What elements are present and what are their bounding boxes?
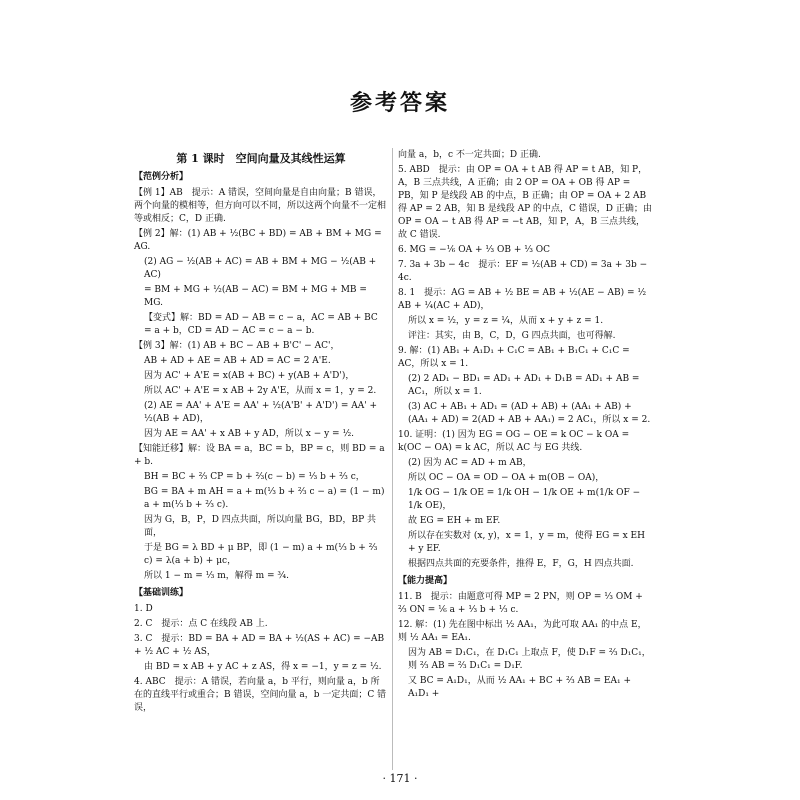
answer-line: (2) 2 AD₁ − BD₁ = AD₁ + AD₁ + D₁B = AD₁ + AB = AC₁，所以 x = 1. <box>408 374 640 397</box>
answer-line: AB + AD + AE = AB + AD = AC = 2 A'E. <box>144 356 331 366</box>
section-basic-heading: 【基础训练】 <box>134 588 189 598</box>
column-divider <box>392 148 393 770</box>
answer-line: 所以 x = ½，y = z = ¼，从而 x + y + z = 1. <box>408 316 604 326</box>
answer-line: 因为 G，B，P，D 四点共面，所以向量 BG，BD，BP 共面， <box>144 515 376 538</box>
answer-line: 1. D <box>134 604 153 614</box>
answer-line: 所以 AC' + A'E = x AB + 2y A'E，从而 x = 1，y = 2. <box>144 386 377 396</box>
answer-line: 评注：其实，由 B，C，D，G 四点共面，也可得解. <box>408 331 616 341</box>
answer-line: 所以 1 − m = ⅓ m，解得 m = ¾. <box>144 571 290 581</box>
answer-line: (2) AE = AA' + A'E = AA' + ½(A'B' + A'D') = AA' + ½(AB + AD)， <box>144 401 378 424</box>
answer-line: 由 BD = x AB + y AC + z AS，得 x = −1，y = z = ½. <box>144 662 382 672</box>
answer-line: 所以 OC − OA = OD − OA + m(OB − OA)， <box>408 473 605 483</box>
answer-line: 3. C 提示：BD = BA + AD = BA + ½(AS + AC) = −AB + ½ AC + ½ AS， <box>134 634 385 657</box>
answer-line: 4. ABC 提示：A 错误，若向量 a，b 平行，则向量 a，b 所在的直线平行或重合；B 错误，空间向量 a，b 一定共面；C 错误， <box>134 677 387 713</box>
answer-line: 于是 BG = λ BD + μ BP，即 (1 − m) a + m(⅓ b + ⅔ c) = λ(a + b) + μc， <box>144 543 378 566</box>
answer-line: BH = BC + ⅔ CP = b + ⅔(c − b) = ⅓ b + ⅔ c， <box>144 472 365 482</box>
answer-line: 又 BC = A₁D₁，从而 ½ AA₁ + BC + ⅔ AB = EA₁ + A₁D₁ + <box>408 676 632 699</box>
section-example-heading: 【范例分析】 <box>134 172 189 182</box>
answer-line: 因为 AC' + A'E = x(AB + BC) + y(AB + A'D')， <box>144 371 355 381</box>
answer-line: 10. 证明：(1) 因为 EG = OG − OE = k OC − k OA = k(OC − OA) = k AC，所以 AC 与 EG 共线. <box>398 430 630 453</box>
answer-line: 因为 AB = D₁C₁，在 D₁C₁ 上取点 F，使 D₁F = ⅔ D₁C₁，则 ⅔ AB = ⅔ D₁C₁ = D₁F. <box>408 648 651 671</box>
page-title: 参考答案 <box>349 90 450 116</box>
answer-line: 所以存在实数对 (x, y)，x = 1，y = m，使得 EG = x EH + y EF. <box>408 531 645 554</box>
answer-line: (2) 因为 AC = AD + m AB， <box>408 458 532 468</box>
left-column <box>134 148 388 716</box>
answer-line: 根据四点共面的充要条件，推得 E，F，G，H 四点共面. <box>408 559 634 569</box>
answer-line: 因为 AE = AA' + x AB + y AD，所以 x − y = ½. <box>144 429 355 439</box>
answer-line: 【变式】解：BD = AD − AB = c − a，AC = AB + BC = a + b，CD = AD − AC = c − a − b. <box>144 313 378 336</box>
answer-line: 7. 3a + 3b − 4c 提示：EF = ½(AB + CD) = 3a + 3b − 4c. <box>398 260 648 283</box>
answer-line: 2. C 提示：点 C 在线段 AB 上. <box>134 619 268 629</box>
answer-line: 向量 a，b，c 不一定共面；D 正确. <box>398 150 541 160</box>
section-ability-heading: 【能力提高】 <box>398 576 453 586</box>
answer-line: 【例 2】解：(1) AB + ½(BC + BD) = AB + BM + MG = AG. <box>134 229 382 252</box>
answer-line: 8. 1 提示：AG = AB + ½ BE = AB + ½(AE − AB) = ½ AB + ¼(AC + AD)， <box>398 288 647 311</box>
answer-line: 12. 解：(1) 先在图中标出 ½ AA₁，为此可取 AA₁ 的中点 E，则 ½ AA₁ = EA₁. <box>398 620 647 643</box>
answer-line: BG = BA + m AH = a + m(⅓ b + ⅔ c − a) = (1 − m) a + m(⅓ b + ⅔ c). <box>144 487 385 510</box>
lesson-title: 第 1 课时 空间向量及其线性运算 <box>176 152 346 165</box>
answer-line: 【例 1】AB 提示：A 错误，空间向量是自由向量；B 错误，两个向量的模相等，但方向可以不同，所以这两个向量不一定相等或相反；C，D 正确. <box>134 188 387 224</box>
answer-line: 1/k OG − 1/k OE = 1/k OH − 1/k OE + m(1/k OF − 1/k OE)， <box>408 488 641 511</box>
right-column <box>398 148 652 702</box>
answer-line: 6. MG = −⅙ OA + ⅓ OB + ⅓ OC <box>398 245 551 255</box>
answer-line: 9. 解：(1) AB₁ + A₁D₁ + C₁C = AB₁ + B₁C₁ + C₁C = AC，所以 x = 1. <box>398 346 630 369</box>
answer-line: 5. ABD 提示：由 OP = OA + t AB 得 AP = t AB，知 P，A，B 三点共线，A 正确；由 2 OP = OA + OB 得 AP = PB，知 P 是线段 AB 的中点，B 正确；由 OP = OA + 2 AB 得 AP = 2 AB，知 B 是线段 AP 的中点，C 错误，D 正确；由 OP = OA − t AB 得 AP = −t AB，知 P，A，B 三点共线，故 C 错误. <box>398 165 652 240</box>
answer-line: 11. B 提示：由题意可得 MP = 2 PN，则 OP = ⅓ OM + ⅔ ON = ⅙ a + ⅓ b + ⅓ c. <box>398 592 643 615</box>
answer-line: = BM + MG + ½(AB − AC) = BM + MG + MB = MG. <box>144 285 367 308</box>
answer-line: 故 EG = EH + m EF. <box>408 516 501 526</box>
page-number: · 171 · <box>382 772 418 785</box>
answer-line: 【知能迁移】解：设 BA = a，BC = b，BP = c，则 BD = a + b. <box>134 444 385 467</box>
answer-line: (2) AG − ½(AB + AC) = AB + BM + MG − ½(AB + AC) <box>144 257 377 280</box>
answer-line: (3) AC + AB₁ + AD₁ = (AD + AB) + (AA₁ + AB) + (AA₁ + AD) = 2(AD + AB + AA₁) = 2 AC₁，所以 x = 2. <box>408 402 651 425</box>
answer-line: 【例 3】解：(1) AB + BC − AB + B'C' − AC'， <box>134 341 340 351</box>
